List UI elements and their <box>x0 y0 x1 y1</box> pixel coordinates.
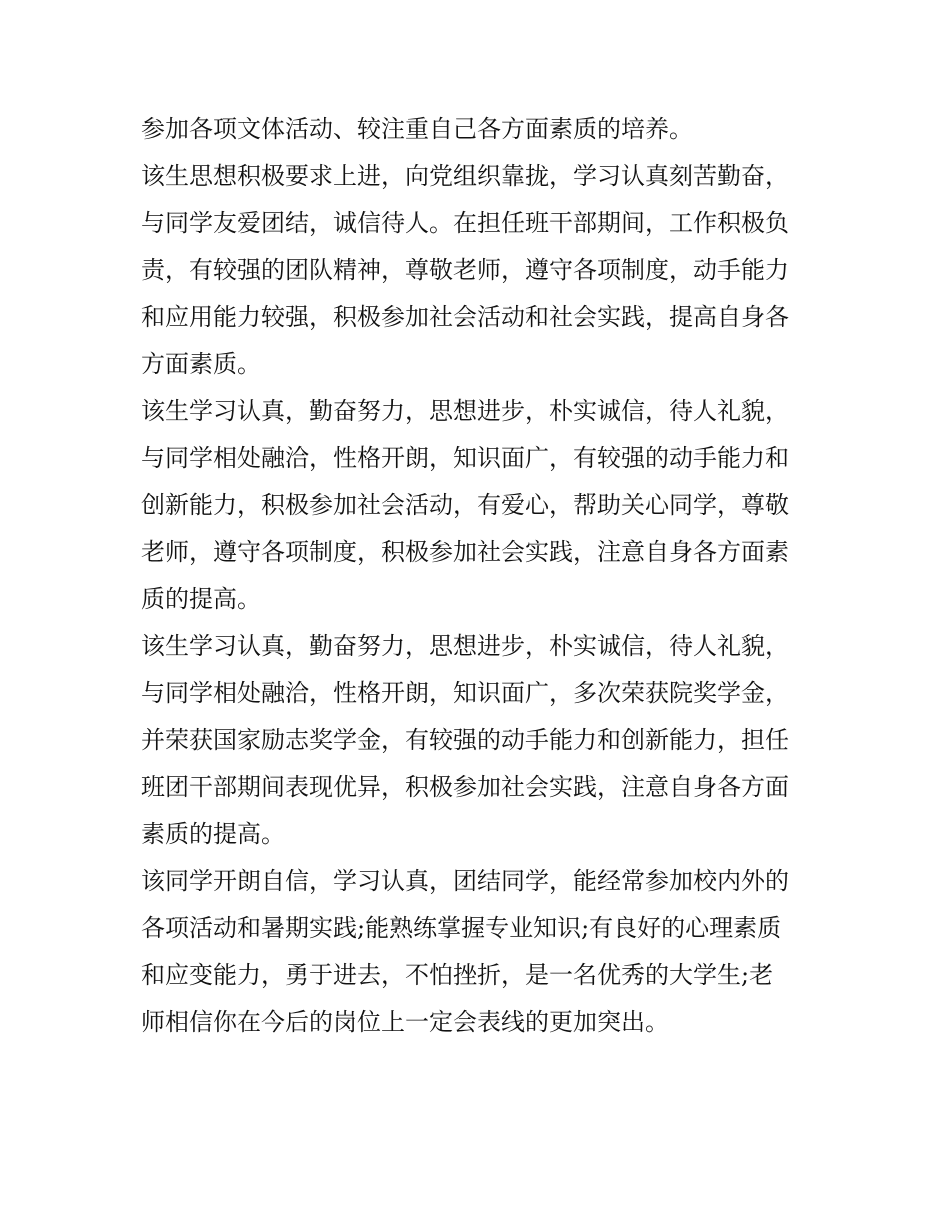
paragraph-3 <box>141 388 821 623</box>
text-line: 和应用能力较强，积极参加社会活动和社会实践，提高自身各 <box>141 303 789 331</box>
text-line: 方面素质。 <box>141 350 261 378</box>
text-line: 和应变能力，勇于进去，不怕挫折，是一名优秀的大学生;老 <box>141 961 774 989</box>
paragraph-4 <box>141 623 821 858</box>
text-line: 该生思想积极要求上进，向党组织靠拢，学习认真刻苦勤奋， <box>141 162 789 190</box>
text-line: 并荣获国家励志奖学金，有较强的动手能力和创新能力，担任 <box>141 726 789 754</box>
paragraph-1 <box>141 106 821 153</box>
text-line: 该生学习认真，勤奋努力，思想进步，朴实诚信，待人礼貌， <box>141 397 789 425</box>
text-line: 参加各项文体活动、较注重自己各方面素质的培养。 <box>141 115 693 143</box>
text-line: 质的提高。 <box>141 585 261 613</box>
text-line: 创新能力，积极参加社会活动，有爱心，帮助关心同学，尊敬 <box>141 491 789 519</box>
paragraph-2 <box>141 153 821 388</box>
text-line: 该同学开朗自信，学习认真，团结同学，能经常参加校内外的 <box>141 867 789 895</box>
text-line: 师相信你在今后的岗位上一定会表线的更加突出。 <box>141 1008 669 1036</box>
text-line: 素质的提高。 <box>141 820 285 848</box>
text-line: 各项活动和暑期实践;能熟练掌握专业知识;有良好的心理素质 <box>141 914 782 942</box>
document-body <box>141 106 821 1046</box>
text-line: 老师，遵守各项制度，积极参加社会实践，注意自身各方面素 <box>141 538 789 566</box>
text-line: 与同学相处融洽，性格开朗，知识面广，有较强的动手能力和 <box>141 444 789 472</box>
text-line: 与同学相处融洽，性格开朗，知识面广，多次荣获院奖学金， <box>141 679 789 707</box>
text-line: 班团干部期间表现优异，积极参加社会实践，注意自身各方面 <box>141 773 789 801</box>
text-line: 与同学友爱团结，诚信待人。在担任班干部期间，工作积极负 <box>141 209 789 237</box>
text-line: 该生学习认真，勤奋努力，思想进步，朴实诚信，待人礼貌， <box>141 632 789 660</box>
paragraph-5 <box>141 858 821 1046</box>
text-line: 责，有较强的团队精神，尊敬老师，遵守各项制度，动手能力 <box>141 256 789 284</box>
